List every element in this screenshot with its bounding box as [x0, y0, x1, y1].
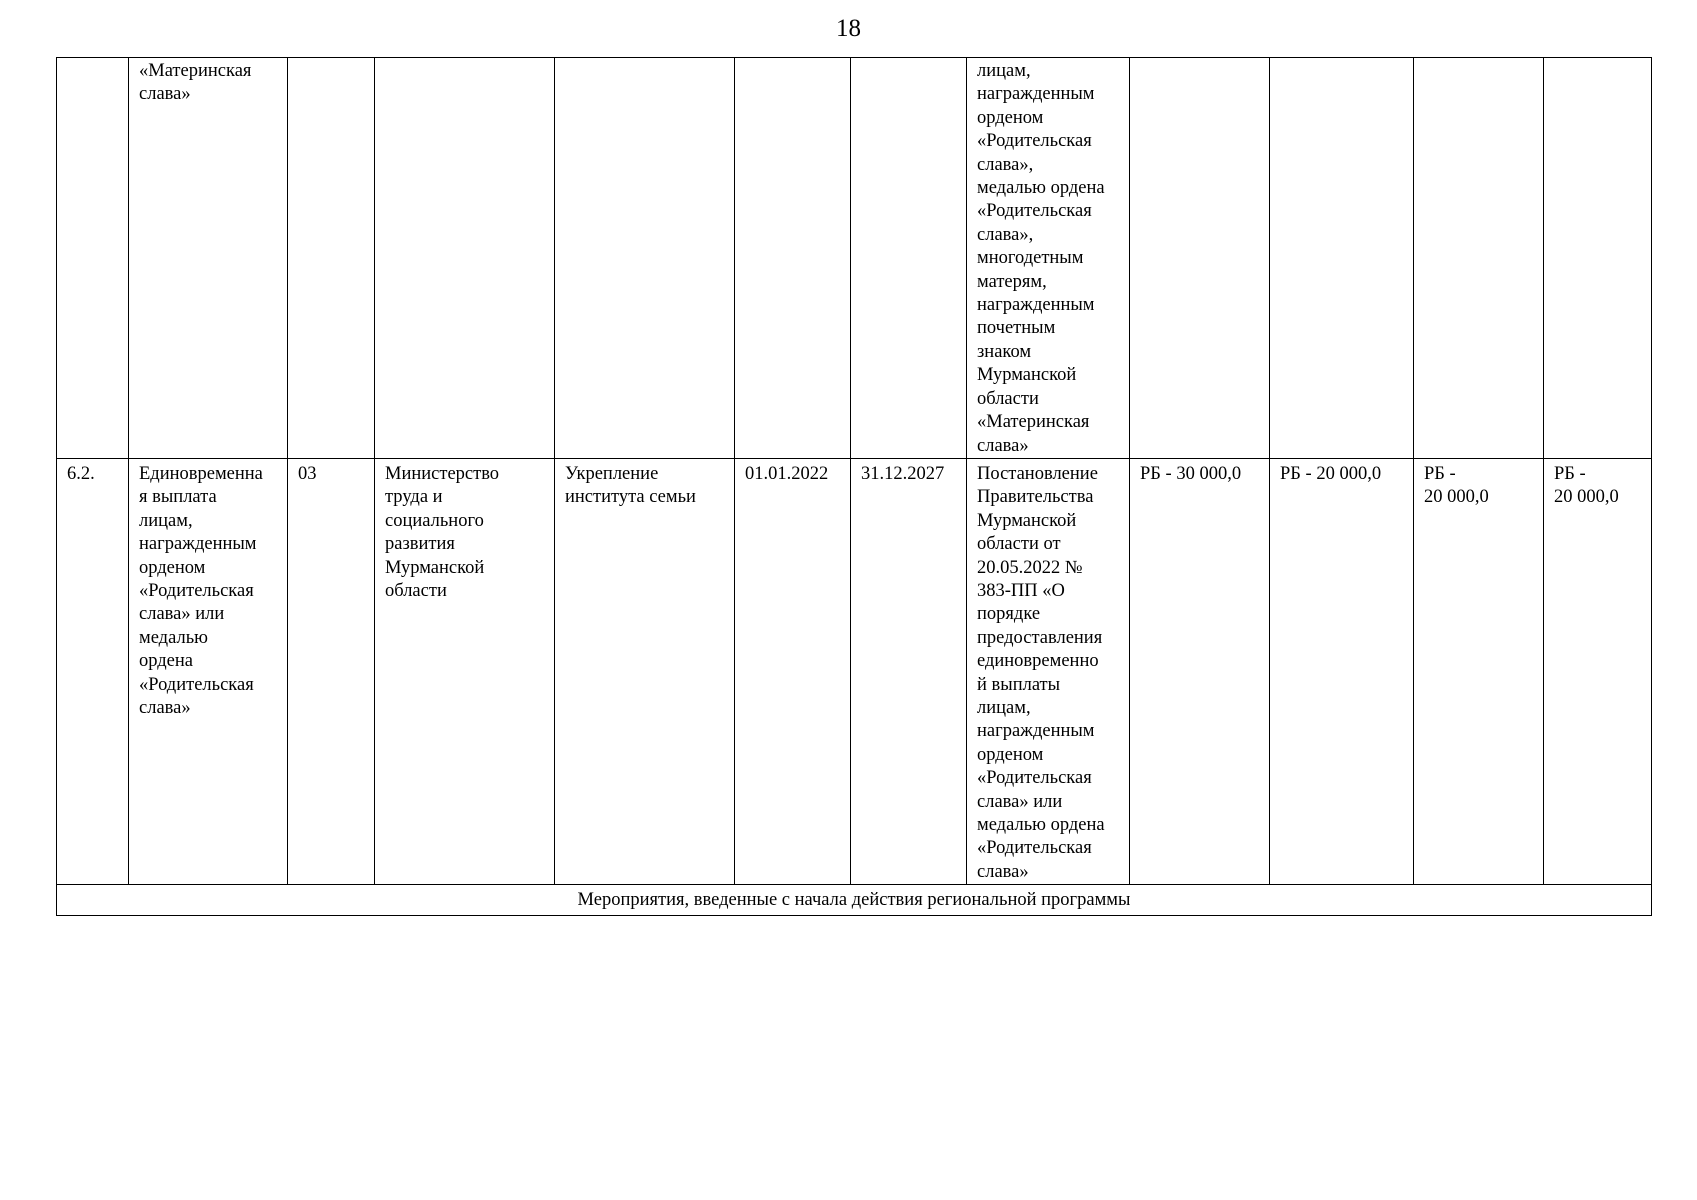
- cell-funding-4: [1544, 58, 1652, 459]
- cell-goal: [555, 58, 735, 459]
- table-row: [57, 885, 1652, 916]
- cell-measure-name: Единовременна я выплата лицам, награжденным орденом «Родительская слава» или медалью ордена «Родительская слава»: [129, 458, 288, 884]
- cell-code: [288, 58, 375, 459]
- cell-number: [57, 58, 129, 459]
- section-heading: Мероприятия, введенные с начала действия региональной программы: [577, 889, 1131, 910]
- cell-goal: Укрепление института семьи: [555, 458, 735, 884]
- cell-funding-2: РБ - 20 000,0: [1270, 458, 1414, 884]
- cell-funding-1: [1130, 58, 1270, 459]
- page-number: 18: [836, 15, 861, 42]
- program-measures-table: [56, 57, 1652, 916]
- table-row: [57, 58, 1652, 459]
- cell-measure-name: «Материнская слава»: [129, 58, 288, 459]
- cell-executor: Министерство труда и социального развития Мурманской области: [375, 458, 555, 884]
- cell-legal-basis: Постановление Правительства Мурманской области от 20.05.2022 № 383-ПП «О порядке предоставления единовременно й выплаты лицам, награжденным орденом «Родительская слава» или медалью ордена «Родительская слава»: [967, 458, 1130, 884]
- cell-start-date: [735, 58, 851, 459]
- cell-funding-3: РБ - 20 000,0: [1414, 458, 1544, 884]
- cell-start-date: 01.01.2022: [735, 458, 851, 884]
- cell-funding-4: РБ - 20 000,0: [1544, 458, 1652, 884]
- cell-funding-1: РБ - 30 000,0: [1130, 458, 1270, 884]
- cell-executor: [375, 58, 555, 459]
- cell-end-date: [851, 58, 967, 459]
- table-row: [57, 458, 1652, 884]
- cell-end-date: 31.12.2027: [851, 458, 967, 884]
- cell-number: 6.2.: [57, 458, 129, 884]
- section-heading-cell: [57, 885, 1652, 916]
- cell-funding-2: [1270, 58, 1414, 459]
- cell-funding-3: [1414, 58, 1544, 459]
- cell-code: 03: [288, 458, 375, 884]
- cell-legal-basis: лицам, награжденным орденом «Родительская слава», медалью ордена «Родительская слава», многодетным матерям, награжденным почетным знаком Мурманской области «Материнская слава»: [967, 58, 1130, 459]
